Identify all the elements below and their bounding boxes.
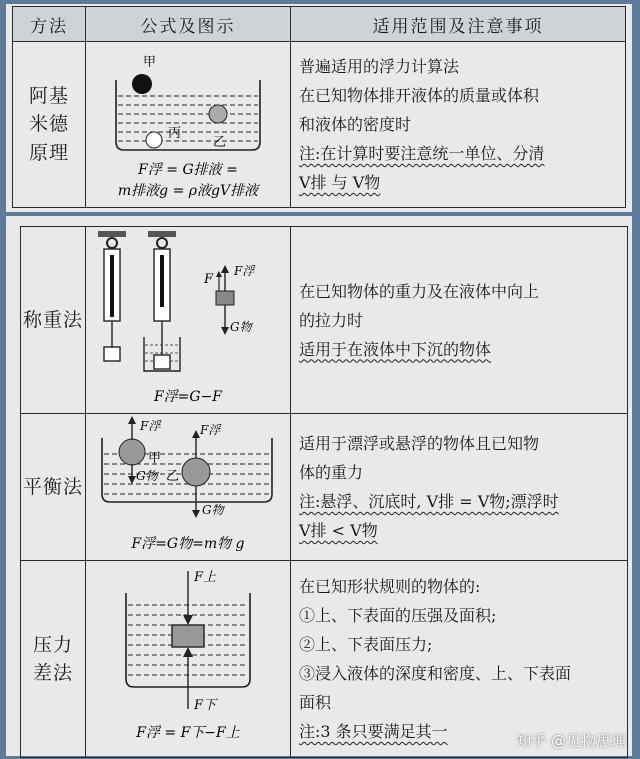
- method-cell: [21, 414, 86, 561]
- ball-b: [209, 105, 227, 123]
- method-cell: [21, 561, 86, 758]
- note-line: 适用于在液体中下沉的物体: [299, 339, 492, 359]
- table-row: [21, 561, 628, 758]
- archimedes-table: [12, 6, 626, 208]
- label-a: 甲: [143, 54, 157, 70]
- label-a: 甲: [148, 451, 162, 466]
- label-b: 乙: [166, 469, 180, 484]
- label-g: G物: [230, 320, 252, 334]
- note-line: ②上、下表面压力;: [299, 635, 433, 654]
- note-line: 注:悬浮、沉底时, V排 = V物;漂浮时: [299, 492, 559, 511]
- archimedes-figure: [88, 44, 288, 202]
- figure-cell: [86, 561, 291, 758]
- header-method: 方法: [13, 7, 86, 42]
- label-f-b: F浮: [200, 423, 221, 437]
- note-line: ③浸入液体的深度和密度、上、下表面: [299, 664, 572, 683]
- formula-line-2: m排液g = ρ液gV排液: [117, 182, 259, 199]
- pressure-figure: [88, 561, 288, 753]
- header-row: [13, 7, 626, 42]
- notes-cell: [291, 227, 628, 414]
- formula: F浮=G物=m物 g: [131, 536, 245, 552]
- watermark: 知乎 @见物思理: [516, 732, 626, 750]
- method-name: 平衡法: [22, 475, 83, 498]
- method-name: 阿基米德原理: [28, 84, 69, 164]
- ball-a: [119, 439, 145, 465]
- label-g-a: G物: [136, 469, 158, 483]
- note-line: 普遍适用的浮力计算法: [299, 57, 460, 76]
- ball-a: [132, 74, 152, 94]
- label-c: 丙: [168, 125, 182, 141]
- notes-cell: [291, 42, 626, 208]
- method-name: 称重法: [22, 308, 83, 331]
- note-line: 体的重力: [299, 463, 364, 482]
- formula: F浮 = F下−F上: [136, 725, 240, 741]
- table-row: [21, 414, 628, 561]
- note-line: 注:在计算时要注意统一单位、分清: [299, 144, 545, 163]
- table-row: [21, 227, 628, 414]
- block: [172, 625, 204, 647]
- note-line: 注:3 条只要满足其一: [299, 722, 448, 741]
- note-line: 和液体的密度时: [299, 115, 412, 134]
- note-line: 在已知物体的重力及在液体中向上: [299, 281, 540, 301]
- notes-cell: [291, 414, 628, 561]
- note-line: V排 < V物: [299, 521, 378, 540]
- method-cell: [21, 227, 86, 414]
- figure-cell: [86, 42, 291, 208]
- header-notes: 适用范围及注意事项: [291, 7, 626, 42]
- table-row: [13, 42, 626, 208]
- label-f-buoyancy: F浮: [234, 264, 255, 278]
- ball-b: [182, 458, 210, 486]
- label-g-b: G物: [202, 503, 224, 517]
- note-line: 的拉力时: [299, 310, 364, 330]
- note-line: ①上、下表面的压强及面积;: [299, 606, 497, 625]
- note-line: 适用于漂浮或悬浮的物体且已知物: [299, 434, 540, 453]
- header-formula: 公式及图示: [86, 7, 291, 42]
- method-name: 压力差法: [32, 633, 73, 684]
- ball-c: [146, 132, 162, 148]
- figure-cell: [86, 414, 291, 561]
- note-line: 面积: [299, 693, 332, 712]
- note-line: 在已知形状规则的物体的:: [299, 577, 481, 596]
- weighing-figure: [88, 227, 288, 409]
- note-line: 在已知物体排开液体的质量或体积: [299, 86, 540, 105]
- label-b: 乙: [213, 134, 227, 150]
- note-line: V排 与 V物: [299, 173, 381, 192]
- formula-line-1: F浮 = G排液 =: [138, 161, 238, 178]
- label-f: F: [204, 272, 214, 287]
- balance-figure: [88, 414, 288, 556]
- formula: F浮=G−F: [153, 389, 223, 405]
- notes-cell: [291, 561, 628, 758]
- label-f-top: F上: [194, 570, 217, 585]
- method-cell: [13, 42, 86, 208]
- figure-cell: [86, 227, 291, 414]
- label-f-bottom: F下: [194, 698, 217, 713]
- methods-table: [20, 226, 628, 758]
- label-f-a: F浮: [140, 419, 161, 433]
